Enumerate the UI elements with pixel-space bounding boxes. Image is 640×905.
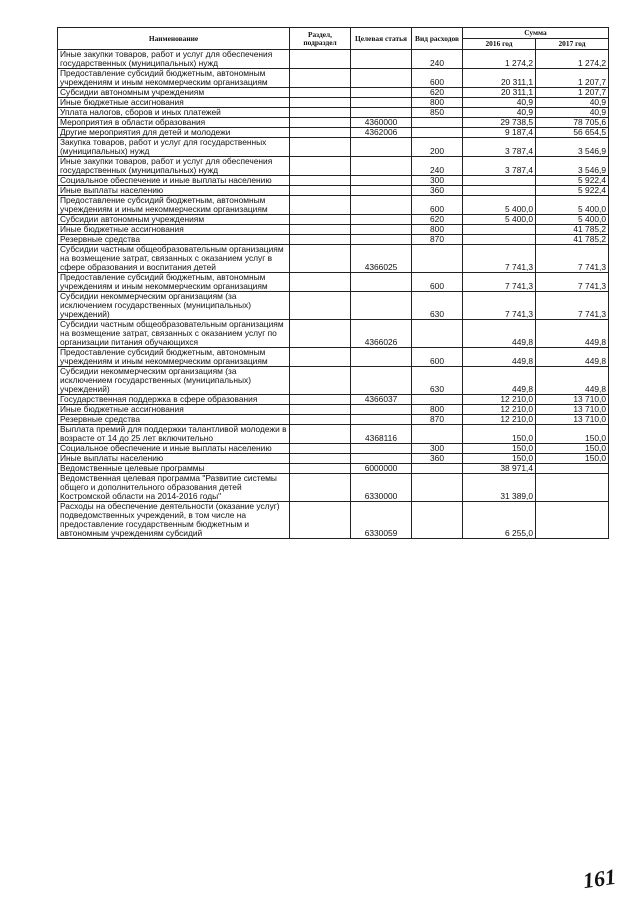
cell-article — [351, 292, 412, 320]
cell-section — [290, 502, 351, 539]
cell-kind — [412, 502, 463, 539]
table-row — [58, 186, 609, 196]
cell-name: Уплата налогов, сборов и иных платежей — [58, 108, 290, 118]
cell-name: Расходы на обеспечение деятельности (оказание услуг) подведомственных учреждений, в том числе на предоставление государственным бюджетным и автономным учреждениям субсидий — [58, 502, 290, 539]
cell-article — [351, 88, 412, 98]
cell-y2016: 449,8 — [463, 367, 536, 395]
table-row — [58, 245, 609, 273]
table-body — [58, 50, 609, 539]
cell-name: Иные бюджетные ассигнования — [58, 225, 290, 235]
cell-y2016: 40,9 — [463, 108, 536, 118]
cell-article: 4366026 — [351, 320, 412, 348]
cell-section — [290, 128, 351, 138]
cell-article: 4362006 — [351, 128, 412, 138]
header-sum: Сумма — [463, 28, 609, 39]
cell-article — [351, 348, 412, 367]
cell-y2017: 41 785,2 — [536, 235, 609, 245]
cell-y2017: 5 400,0 — [536, 196, 609, 215]
header-year-2016: 2016 год — [463, 39, 536, 50]
table-row — [58, 176, 609, 186]
table-row — [58, 128, 609, 138]
table-row — [58, 395, 609, 405]
cell-kind: 800 — [412, 225, 463, 235]
cell-article — [351, 69, 412, 88]
cell-article — [351, 176, 412, 186]
cell-y2016 — [463, 186, 536, 196]
cell-y2017: 40,9 — [536, 108, 609, 118]
cell-y2017: 5 922,4 — [536, 176, 609, 186]
cell-article — [351, 50, 412, 69]
table-row — [58, 157, 609, 176]
cell-kind: 600 — [412, 196, 463, 215]
cell-y2017: 150,0 — [536, 454, 609, 464]
cell-y2017: 150,0 — [536, 444, 609, 454]
cell-y2017: 3 546,9 — [536, 157, 609, 176]
cell-kind: 620 — [412, 88, 463, 98]
cell-section — [290, 292, 351, 320]
table-row — [58, 235, 609, 245]
cell-kind — [412, 395, 463, 405]
cell-y2016: 7 741,3 — [463, 273, 536, 292]
header-year-2017: 2017 год — [536, 39, 609, 50]
cell-name: Предоставление субсидий бюджетным, автономным учреждениям и иным некоммерческим организациям — [58, 273, 290, 292]
cell-article — [351, 444, 412, 454]
cell-y2016: 3 787,4 — [463, 157, 536, 176]
cell-name: Субсидии автономным учреждениям — [58, 88, 290, 98]
cell-article — [351, 273, 412, 292]
cell-y2017: 7 741,3 — [536, 273, 609, 292]
table-row — [58, 464, 609, 474]
cell-y2017: 449,8 — [536, 320, 609, 348]
header-article: Целевая статья — [351, 28, 412, 50]
cell-name: Иные выплаты населению — [58, 186, 290, 196]
cell-kind — [412, 118, 463, 128]
cell-article — [351, 415, 412, 425]
cell-section — [290, 215, 351, 225]
cell-y2016: 12 210,0 — [463, 405, 536, 415]
cell-section — [290, 245, 351, 273]
cell-y2017: 7 741,3 — [536, 292, 609, 320]
cell-kind — [412, 320, 463, 348]
cell-article — [351, 138, 412, 157]
table-row — [58, 196, 609, 215]
cell-section — [290, 108, 351, 118]
table-row — [58, 474, 609, 502]
cell-y2016: 5 400,0 — [463, 215, 536, 225]
cell-kind: 620 — [412, 215, 463, 225]
cell-article — [351, 225, 412, 235]
cell-article: 6000000 — [351, 464, 412, 474]
cell-y2017: 449,8 — [536, 367, 609, 395]
table-row — [58, 108, 609, 118]
cell-article: 4366037 — [351, 395, 412, 405]
table-row — [58, 292, 609, 320]
cell-y2017: 40,9 — [536, 98, 609, 108]
cell-article — [351, 367, 412, 395]
cell-section — [290, 474, 351, 502]
cell-y2016: 449,8 — [463, 348, 536, 367]
cell-name: Иные закупки товаров, работ и услуг для обеспечения государственных (муниципальных) нужд — [58, 50, 290, 69]
cell-article — [351, 405, 412, 415]
cell-kind — [412, 245, 463, 273]
cell-name: Предоставление субсидий бюджетным, автономным учреждениям и иным некоммерческим организациям — [58, 348, 290, 367]
cell-article: 6330059 — [351, 502, 412, 539]
table-row — [58, 98, 609, 108]
cell-y2017: 5 400,0 — [536, 215, 609, 225]
table-row — [58, 454, 609, 464]
cell-y2017 — [536, 502, 609, 539]
cell-kind: 300 — [412, 444, 463, 454]
cell-kind: 850 — [412, 108, 463, 118]
cell-section — [290, 157, 351, 176]
cell-name: Резервные средства — [58, 235, 290, 245]
cell-name: Закупка товаров, работ и услуг для государственных (муниципальных) нужд — [58, 138, 290, 157]
cell-section — [290, 405, 351, 415]
header-section: Раздел, подраздел — [290, 28, 351, 50]
cell-section — [290, 118, 351, 128]
table-row — [58, 502, 609, 539]
header-kind: Вид расходов — [412, 28, 463, 50]
cell-section — [290, 395, 351, 405]
cell-y2016: 20 311,1 — [463, 69, 536, 88]
page-number: 161 — [581, 863, 618, 894]
cell-y2017: 1 274,2 — [536, 50, 609, 69]
cell-article — [351, 196, 412, 215]
cell-y2016: 9 187,4 — [463, 128, 536, 138]
cell-y2016: 150,0 — [463, 444, 536, 454]
cell-article: 4368116 — [351, 425, 412, 444]
cell-name: Субсидии частным общеобразовательным организациям на возмещение затрат, связанных с оказанием услуг в сфере образования и воспитания детей — [58, 245, 290, 273]
cell-y2016: 31 389,0 — [463, 474, 536, 502]
table-row — [58, 215, 609, 225]
cell-name: Другие мероприятия для детей и молодежи — [58, 128, 290, 138]
table-row — [58, 425, 609, 444]
table-row — [58, 138, 609, 157]
cell-kind — [412, 474, 463, 502]
cell-y2017: 3 546,9 — [536, 138, 609, 157]
cell-kind: 240 — [412, 157, 463, 176]
cell-section — [290, 98, 351, 108]
cell-article — [351, 215, 412, 225]
cell-y2016 — [463, 225, 536, 235]
cell-kind — [412, 128, 463, 138]
cell-section — [290, 464, 351, 474]
cell-kind: 200 — [412, 138, 463, 157]
cell-name: Мероприятия в области образования — [58, 118, 290, 128]
cell-name: Субсидии автономным учреждениям — [58, 215, 290, 225]
cell-name: Предоставление субсидий бюджетным, автономным учреждениям и иным некоммерческим организациям — [58, 196, 290, 215]
cell-section — [290, 186, 351, 196]
cell-y2016 — [463, 176, 536, 186]
cell-kind: 870 — [412, 415, 463, 425]
table-row — [58, 415, 609, 425]
cell-kind: 630 — [412, 292, 463, 320]
cell-article — [351, 235, 412, 245]
table-row — [58, 225, 609, 235]
cell-y2016: 3 787,4 — [463, 138, 536, 157]
cell-y2016: 6 255,0 — [463, 502, 536, 539]
table-row — [58, 69, 609, 88]
table-row — [58, 348, 609, 367]
cell-y2017: 150,0 — [536, 425, 609, 444]
cell-section — [290, 176, 351, 186]
cell-section — [290, 273, 351, 292]
cell-name: Предоставление субсидий бюджетным, автономным учреждениям и иным некоммерческим организациям — [58, 69, 290, 88]
cell-y2017: 449,8 — [536, 348, 609, 367]
cell-y2016 — [463, 235, 536, 245]
cell-y2017: 13 710,0 — [536, 395, 609, 405]
budget-table — [57, 27, 609, 539]
cell-name: Иные закупки товаров, работ и услуг для обеспечения государственных (муниципальных) нужд — [58, 157, 290, 176]
cell-article — [351, 186, 412, 196]
cell-article: 6330000 — [351, 474, 412, 502]
cell-name: Субсидии некоммерческим организациям (за исключением государственных (муниципальных) учреждений) — [58, 292, 290, 320]
cell-name: Резервные средства — [58, 415, 290, 425]
cell-kind: 630 — [412, 367, 463, 395]
cell-y2016: 150,0 — [463, 454, 536, 464]
cell-y2017: 13 710,0 — [536, 405, 609, 415]
cell-name: Выплата премий для поддержки талантливой молодежи в возрасте от 14 до 25 лет включительно — [58, 425, 290, 444]
cell-name: Государственная поддержка в сфере образования — [58, 395, 290, 405]
cell-name: Ведомственные целевые программы — [58, 464, 290, 474]
cell-section — [290, 454, 351, 464]
cell-y2016: 7 741,3 — [463, 292, 536, 320]
cell-y2017 — [536, 474, 609, 502]
table-row — [58, 88, 609, 98]
cell-y2017: 7 741,3 — [536, 245, 609, 273]
cell-y2017: 41 785,2 — [536, 225, 609, 235]
cell-y2016: 20 311,1 — [463, 88, 536, 98]
cell-name: Субсидии частным общеобразовательным организациям на возмещение затрат, связанных с оказанием услуг по организации питания обучающихся — [58, 320, 290, 348]
cell-kind — [412, 464, 463, 474]
cell-section — [290, 196, 351, 215]
cell-y2016: 150,0 — [463, 425, 536, 444]
cell-article — [351, 454, 412, 464]
cell-section — [290, 69, 351, 88]
cell-name: Иные выплаты населению — [58, 454, 290, 464]
cell-kind: 600 — [412, 348, 463, 367]
cell-y2017: 78 705,6 — [536, 118, 609, 128]
cell-kind: 800 — [412, 405, 463, 415]
cell-name: Ведомственная целевая программа "Развитие системы общего и дополнительного образования детей Костромской области на 2014-2016 годы" — [58, 474, 290, 502]
cell-section — [290, 425, 351, 444]
cell-article: 4366025 — [351, 245, 412, 273]
cell-y2016: 7 741,3 — [463, 245, 536, 273]
cell-kind: 800 — [412, 98, 463, 108]
cell-section — [290, 415, 351, 425]
cell-kind: 360 — [412, 186, 463, 196]
cell-y2016: 40,9 — [463, 98, 536, 108]
cell-kind: 600 — [412, 69, 463, 88]
table-row — [58, 118, 609, 128]
cell-article — [351, 157, 412, 176]
table-row — [58, 50, 609, 69]
cell-section — [290, 235, 351, 245]
cell-name: Иные бюджетные ассигнования — [58, 405, 290, 415]
cell-article: 4360000 — [351, 118, 412, 128]
cell-y2016: 449,8 — [463, 320, 536, 348]
cell-y2016: 38 971,4 — [463, 464, 536, 474]
table-row — [58, 405, 609, 415]
cell-section — [290, 138, 351, 157]
cell-name: Социальное обеспечение и иные выплаты населению — [58, 444, 290, 454]
cell-section — [290, 88, 351, 98]
table-row — [58, 320, 609, 348]
cell-y2016: 12 210,0 — [463, 395, 536, 405]
cell-section — [290, 320, 351, 348]
cell-name: Социальное обеспечение и иные выплаты населению — [58, 176, 290, 186]
cell-y2017 — [536, 464, 609, 474]
cell-kind: 870 — [412, 235, 463, 245]
cell-y2017: 56 654,5 — [536, 128, 609, 138]
cell-name: Иные бюджетные ассигнования — [58, 98, 290, 108]
header-row-top — [58, 28, 609, 39]
cell-y2016: 5 400,0 — [463, 196, 536, 215]
cell-y2017: 5 922,4 — [536, 186, 609, 196]
cell-article — [351, 98, 412, 108]
cell-section — [290, 225, 351, 235]
cell-kind: 300 — [412, 176, 463, 186]
cell-y2016: 1 274,2 — [463, 50, 536, 69]
table-row — [58, 367, 609, 395]
cell-name: Субсидии некоммерческим организациям (за исключением государственных (муниципальных) учреждений) — [58, 367, 290, 395]
cell-kind — [412, 425, 463, 444]
table-row — [58, 273, 609, 292]
cell-y2017: 1 207,7 — [536, 69, 609, 88]
cell-y2017: 13 710,0 — [536, 415, 609, 425]
cell-article — [351, 108, 412, 118]
cell-kind: 240 — [412, 50, 463, 69]
cell-section — [290, 444, 351, 454]
cell-y2017: 1 207,7 — [536, 88, 609, 98]
header-name: Наименование — [58, 28, 290, 50]
cell-y2016: 29 738,5 — [463, 118, 536, 128]
cell-y2016: 12 210,0 — [463, 415, 536, 425]
table-row — [58, 444, 609, 454]
cell-kind: 600 — [412, 273, 463, 292]
cell-section — [290, 50, 351, 69]
cell-section — [290, 348, 351, 367]
cell-kind: 360 — [412, 454, 463, 464]
cell-section — [290, 367, 351, 395]
